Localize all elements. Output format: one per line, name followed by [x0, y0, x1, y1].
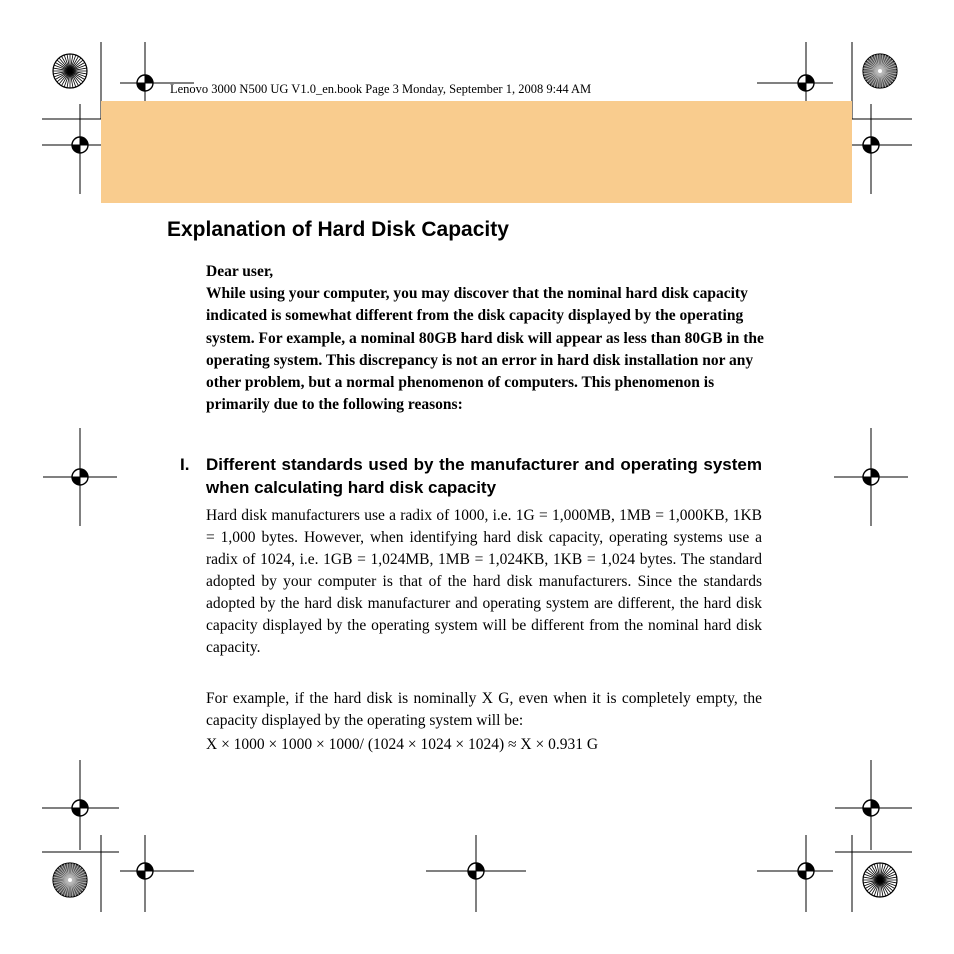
registration-mark	[43, 440, 117, 514]
section-heading	[180, 453, 762, 499]
intro-paragraph: While using your computer, you may discover that the nominal hard disk capacity indicated is somewhat different from the disk capacity displayed by the operating system. For example, a nominal 80GB hard disk will appear as less than 80GB in the operating system. This discrepancy is not an error in hard disk installation nor any other problem, but a normal phenomenon of computers. This phenomenon is primarily due to the following reasons:	[206, 285, 764, 414]
capacity-formula: X × 1000 × 1000 × 1000/ (1024 × 1024 × 1024) ≈ X × 0.931 G	[206, 736, 599, 753]
greeting: Dear user,	[206, 263, 274, 280]
body-paragraph-2: For example, if the hard disk is nominally X G, even when it is completely empty, the capacity displayed by the operating system will be:	[206, 690, 762, 729]
starburst-mark	[863, 863, 897, 897]
body-paragraph-1: Hard disk manufacturers use a radix of 1000, i.e. 1G = 1,000MB, 1MB = 1,000KB, 1KB = 1,000 bytes. However, when identifying hard disk capacity, operating systems use a radix of 1024, i.e. 1GB = 1,024MB, 1MB = 1,024KB, 1KB = 1,024 bytes. The standard adopted by your computer is that of the hard disk manufacturers. Since the standards adopted by the hard disk manufacturer and operating system are different, the hard disk capacity displayed by the operating system will be different from the nominal hard disk capacity.	[206, 507, 762, 656]
starburst-mark	[53, 54, 87, 88]
registration-mark	[834, 440, 908, 514]
page-title: Explanation of Hard Disk Capacity	[167, 218, 509, 241]
section-number: I.	[180, 455, 190, 474]
section-heading-text: Different standards used by the manufacturer and operating system when calculating hard disk capacity	[206, 455, 762, 497]
print-info-line: Lenovo 3000 N500 UG V1.0_en.book Page 3 Monday, September 1, 2008 9:44 AM	[170, 82, 592, 96]
starburst-mark	[863, 54, 897, 88]
starburst-mark	[53, 863, 87, 897]
chapter-banner	[101, 101, 852, 203]
intro-block	[206, 261, 766, 416]
